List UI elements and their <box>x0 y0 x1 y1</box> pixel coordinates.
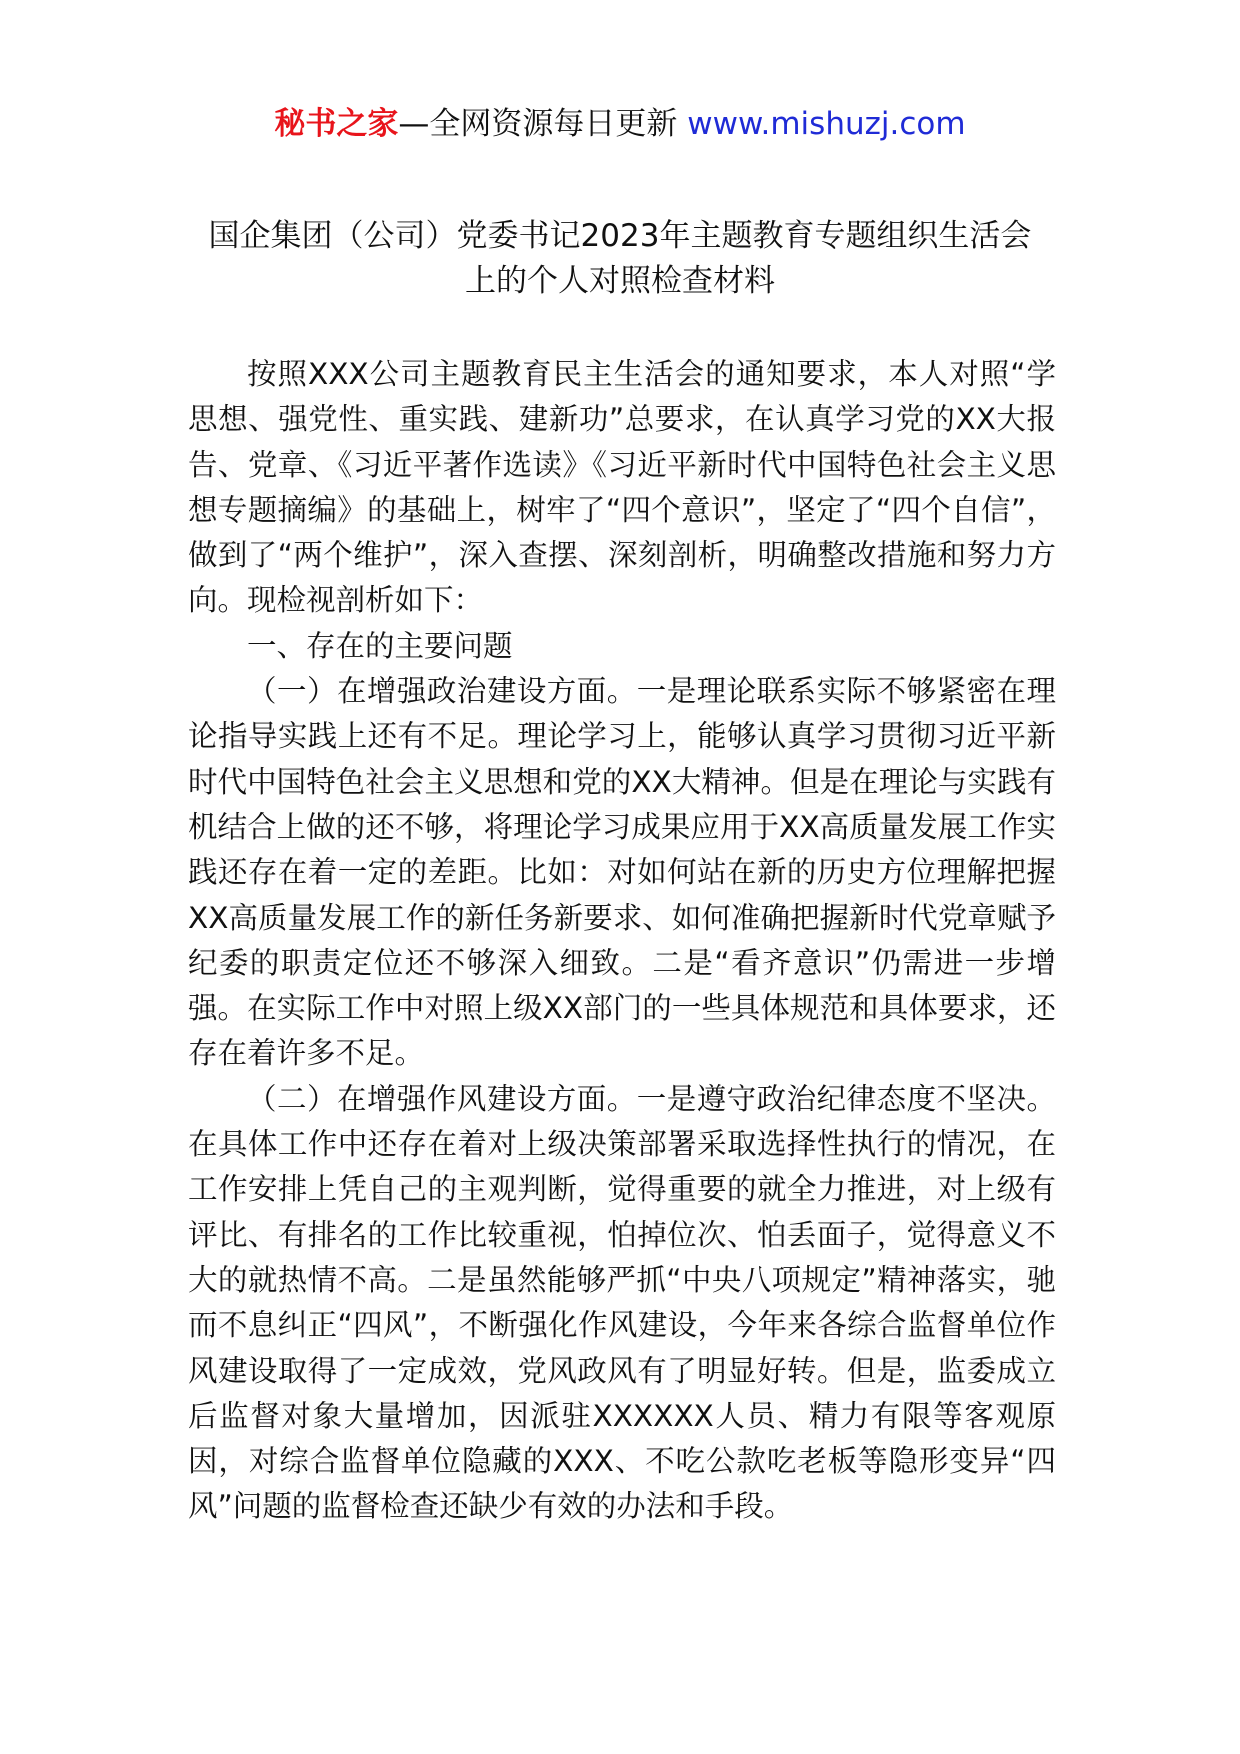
brand-name: 秘书之家 <box>274 106 399 142</box>
header-tagline: —全网资源每日更新 <box>398 106 688 142</box>
paragraph-political-construction: （一）在增强政治建设方面。一是理论联系实际不够紧密在理论指导实践上还有不足。理论学习上，能够认真学习贯彻习近平新时代中国特色社会主义思想和党的XX大精神。但是在理论与实践有机结合上做的还不够，将理论学习成果应用于XX高质量发展工作实践还存在着一定的差距。比如：对如何站在新的历史方位理解把握XX高质量发展工作的新任务新要求、如何准确把握新时代党章赋予纪委的职责定位还不够深入细致。二是“看齐意识”仍需进一步增强。在实际工作中对照上级XX部门的一些具体规范和具体要求，还存在着许多不足。 <box>188 674 1056 1071</box>
intro-paragraph: 按照XXX公司主题教育民主生活会的通知要求，本人对照“学思想、强党性、重实践、建新功”总要求，在认真学习党的XX大报告、党章、《习近平著作选读》《习近平新时代中国特色社会主义思想专题摘编》的基础上，树牢了“四个意识”，坚定了“四个自信”，做到了“两个维护”，深入查摆、深刻剖析，明确整改措施和努力方向。现检视剖析如下： <box>188 357 1056 618</box>
document-title-line-2: 上的个人对照检查材料 <box>465 263 775 299</box>
document-body <box>188 352 1056 1530</box>
document-title-line-1: 国企集团（公司）党委书记2023年主题教育专题组织生活会 <box>208 218 1032 254</box>
site-url-link[interactable]: www.mishuzj.com <box>687 106 966 142</box>
paragraph-work-style-construction: （二）在增强作风建设方面。一是遵守政治纪律态度不坚决。在具体工作中还存在着对上级决策部署采取选择性执行的情况，在工作安排上凭自己的主观判断，觉得重要的就全力推进，对上级有评比、有排名的工作比较重视，怕掉位次、怕丢面子，觉得意义不大的就热情不高。二是虽然能够严抓“中央八项规定”精神落实，驰而不息纠正“四风”，不断强化作风建设，今年来各综合监督单位作风建设取得了一定成效，党风政风有了明显好转。但是，监委成立后监督对象大量增加，因派驻XXXXXX人员、精力有限等客观原因，对综合监督单位隐藏的XXX、不吃公款吃老板等隐形变异“四风”问题的监督检查还缺少有效的办法和手段。 <box>188 1081 1056 1524</box>
site-header <box>0 102 1240 146</box>
section-heading-main-problems: 一、存在的主要问题 <box>247 628 513 663</box>
document-title <box>150 214 1090 304</box>
